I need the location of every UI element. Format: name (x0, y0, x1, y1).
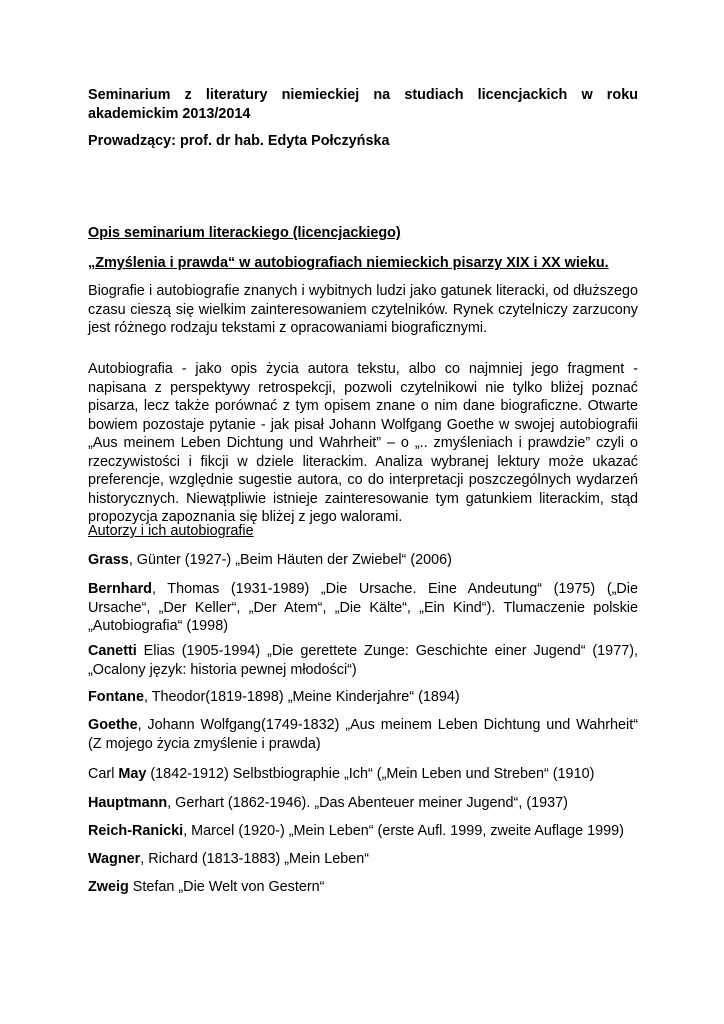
author-name: Hauptmann (88, 795, 168, 811)
author-name: Grass (88, 552, 129, 568)
author-details: , Günter (1927-) „Beim Häuten der Zwiebel“ (2006) (128, 552, 452, 568)
author-details: , Theodor(1819-1898) „Meine Kinderjahre“ (1894) (143, 689, 460, 705)
author-name: Goethe (88, 717, 138, 733)
author-details: Stefan „Die Welt von Gestern“ (128, 879, 325, 895)
author-details: , Marcel (1920-) „Mein Leben“ (erste Aufl. 1999, zweite Auflage 1999) (183, 823, 624, 839)
author-entry (88, 822, 638, 841)
intro-paragraph: Biografie i autobiografie znanych i wybitnych ludzi jako gatunek literacki, od dłuższego czasu cieszą się wielkim zainteresowaniem czytelników. Rynek czytelniczy zarzucony jest różnego rodzaju tekstami z opracowaniami biograficznymi. (88, 283, 638, 336)
author-entry (88, 716, 638, 753)
author-details: Elias (1905-1994) „Die gerettete Zunge: Geschichte einer Jugend“ (1977), „Ocalony język: historia pewnej młodości“) (88, 643, 638, 678)
autobiography-paragraph: Autobiografia - jako opis życia autora tekstu, albo co najmniej jego fragment - napisana z perspektywy retrospekcji, pozwoli czytelnikowi nie tylko bliżej poznać pisarza, lecz także porównać z tym opisem znane o nim dane biograficzne. Otwarte bowiem pozostaje pytanie - jak pisał Johann Wolfgang Goethe w swojej autobiografii „Aus meinem Leben Dichtung und Wahrheit” – o „.. zmyśleniach i prawdzie” czyli o rzeczywistości i fikcji w dziele literackim. Analiza wybranej lektury może ukazać preferencje, względnie sugestie autora, co do interpretacji poszczególnych wydarzeń historycznych. Niewątpliwie istnieje zainteresowanie tym gatunkiem literackim, stąd propozycja zapoznania się bliżej z jego walorami. (88, 361, 638, 525)
author-details: , Richard (1813-1883) „Mein Leben“ (140, 851, 370, 867)
author-name: Fontane (88, 689, 144, 705)
author-name: Zweig (88, 879, 129, 895)
seminar-topic: „Zmyślenia i prawda“ w autobiografiach niemieckich pisarzy XIX i XX wieku. (88, 255, 609, 271)
author-name: Wagner (88, 851, 141, 867)
author-details: , Thomas (1931-1989) „Die Ursache. Eine Andeutung“ (1975) („Die Ursache“, „Der Keller“, „Der Atem“, „Die Kälte“, „Ein Kind“). Tlumaczenie polskie „Autobiografia“ (1998) (88, 581, 638, 634)
author-entry (88, 878, 638, 897)
author-entry (88, 850, 638, 869)
author-details: (1842-1912) Selbstbiographie „Ich“ („Mein Leben und Streben“ (1910) (146, 766, 595, 782)
author-prefix: Carl (88, 766, 119, 782)
author-entry (88, 794, 638, 813)
instructor-line: Prowadzący: prof. dr hab. Edyta Połczyńska (88, 133, 390, 149)
authors-heading: Autorzy i ich autobiografie (88, 523, 254, 539)
author-details: , Johann Wolfgang(1749-1832) „Aus meinem Leben Dichtung und Wahrheit“ (Z mojego życia zmyślenie i prawda) (88, 717, 638, 752)
author-name: May (118, 766, 147, 782)
author-name: Canetti (88, 643, 137, 659)
author-details: , Gerhart (1862-1946). „Das Abenteuer meiner Jugend“, (1937) (167, 795, 568, 811)
section-heading: Opis seminarium literackiego (licencjackiego) (88, 225, 401, 241)
author-entry (88, 551, 638, 570)
author-entry (88, 642, 638, 679)
author-name: Bernhard (88, 581, 152, 597)
author-name: Reich-Ranicki (88, 823, 184, 839)
author-entry (88, 688, 638, 707)
author-entry (88, 580, 638, 636)
seminar-title: Seminarium z literatury niemieckiej na studiach licencjackich w roku akademickim 2013/2014 (88, 87, 638, 122)
author-entry (88, 765, 638, 784)
